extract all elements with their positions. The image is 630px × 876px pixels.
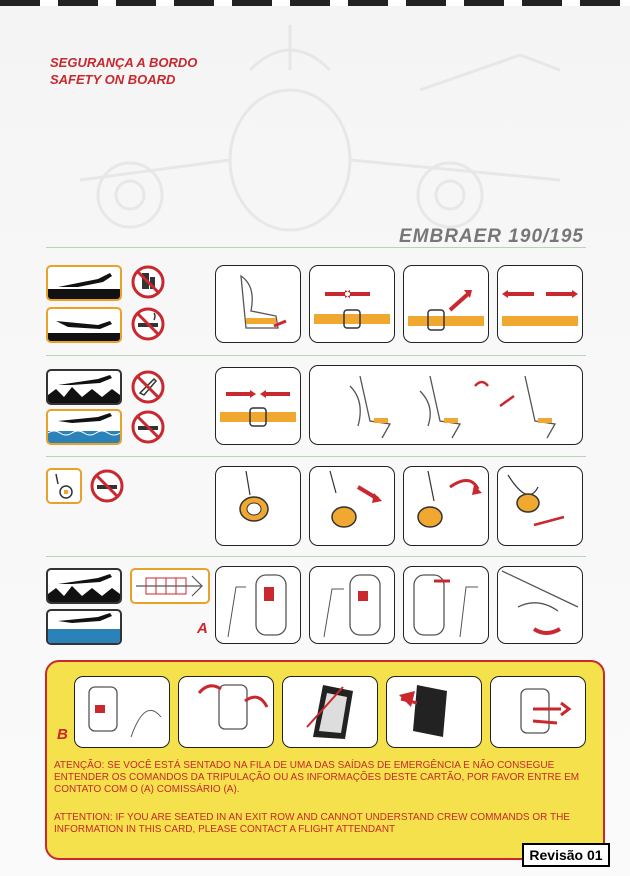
- exit-door-icon: [404, 567, 488, 643]
- exit-map-panel: [130, 568, 210, 604]
- exit-door-icon: [310, 567, 394, 643]
- top-border: [0, 0, 630, 6]
- wing-exit-step-1: [74, 676, 170, 748]
- seatbelt-icon: [498, 266, 582, 342]
- oxygen-mask-icon: [310, 467, 394, 545]
- landing-panel: [46, 307, 122, 343]
- evac-panel-land: [46, 568, 122, 604]
- oxygen-step-1: [215, 466, 301, 546]
- oxygen-mask-icon: [498, 467, 582, 545]
- plane-water-icon: [48, 411, 120, 443]
- plane-ditching-icon: [48, 570, 120, 602]
- plane-ditching-icon: [48, 371, 120, 403]
- plane-water-icon: [48, 611, 120, 643]
- oxygen-mask-icon: [48, 470, 80, 502]
- seatbelt-step-3: [403, 265, 489, 343]
- title-english: SAFETY ON BOARD: [50, 72, 176, 87]
- wing-exit-icon: [179, 677, 273, 747]
- exit-map-icon: [132, 570, 208, 602]
- oxygen-panel: [46, 468, 82, 504]
- wing-exit-icon: [283, 677, 377, 747]
- no-smoking-icon: [130, 306, 166, 342]
- exit-door-icon: [216, 567, 300, 643]
- no-smoking-icon: [89, 468, 125, 504]
- divider: [46, 355, 586, 356]
- revision-label: Revisão 01: [522, 843, 610, 867]
- plane-takeoff-icon: [48, 267, 120, 299]
- divider: [46, 456, 586, 457]
- ditching-panel-water: [46, 409, 122, 445]
- page-title: [50, 54, 197, 88]
- no-smoking-icon: [130, 409, 166, 445]
- exit-door-icon: [498, 567, 582, 643]
- no-electronics-icon: [130, 264, 166, 300]
- plane-landing-icon: [48, 309, 120, 341]
- seatbelt-step-4: [497, 265, 583, 343]
- oxygen-mask-icon: [216, 467, 300, 545]
- exit-door-step-4: [497, 566, 583, 644]
- ditching-panel-land: [46, 369, 122, 405]
- brace-position-icon: [310, 366, 582, 444]
- oxygen-step-3: [403, 466, 489, 546]
- evac-panel-water: [46, 609, 122, 645]
- oxygen-mask-icon: [404, 467, 488, 545]
- divider: [46, 247, 586, 248]
- wing-exit-step-2: [178, 676, 274, 748]
- oxygen-step-4: [497, 466, 583, 546]
- seatbelt-icon: [310, 266, 394, 342]
- oxygen-step-2: [309, 466, 395, 546]
- takeoff-panel: [46, 265, 122, 301]
- exit-label-b: B: [57, 726, 68, 743]
- seatbelt-step-2: [309, 265, 395, 343]
- title-portuguese: SEGURANÇA A BORDO: [50, 55, 198, 70]
- wing-exit-step-4: [386, 676, 482, 748]
- aircraft-model: EMBRAER 190/195: [398, 226, 584, 247]
- seatbelt-step-1: [215, 265, 301, 343]
- exit-door-step-3: [403, 566, 489, 644]
- no-high-heels-icon: [130, 369, 166, 405]
- brace-position-tile: [309, 365, 583, 445]
- exit-label-a: A: [197, 620, 208, 637]
- seatbelt-fasten-tile: [215, 367, 301, 445]
- wing-exit-icon: [75, 677, 169, 747]
- divider: [46, 556, 586, 557]
- wing-exit-icon: [491, 677, 585, 747]
- notice-portuguese: ATENÇÃO: SE VOCÊ ESTÁ SENTADO NA FILA DE UMA DAS SAÍDAS DE EMERGÊNCIA E NÃO CONSEGUE ENTENDER OS COMANDOS DA TRIPULAÇÃO OU AS INFORMAÇÕES DESTE CARTÃO, POR FAVOR ENTRE EM CONTATO COM O (A) COMISSÁRIO (A).: [54, 760, 580, 795]
- exit-door-step-2: [309, 566, 395, 644]
- background-aircraft-icon: [40, 10, 600, 240]
- wing-exit-icon: [387, 677, 481, 747]
- exit-door-step-1: [215, 566, 301, 644]
- seat-icon: [216, 266, 300, 342]
- notice-english: ATTENTION: IF YOU ARE SEATED IN AN EXIT ROW AND CANNOT UNDERSTAND CREW COMMANDS OR THE INFORMATION IN THIS CARD, PLEASE CONTACT A FLIGHT ATTENDANT: [54, 812, 570, 835]
- wing-exit-step-5: [490, 676, 586, 748]
- seatbelt-icon: [216, 368, 300, 444]
- seatbelt-icon: [404, 266, 488, 342]
- wing-exit-step-3: [282, 676, 378, 748]
